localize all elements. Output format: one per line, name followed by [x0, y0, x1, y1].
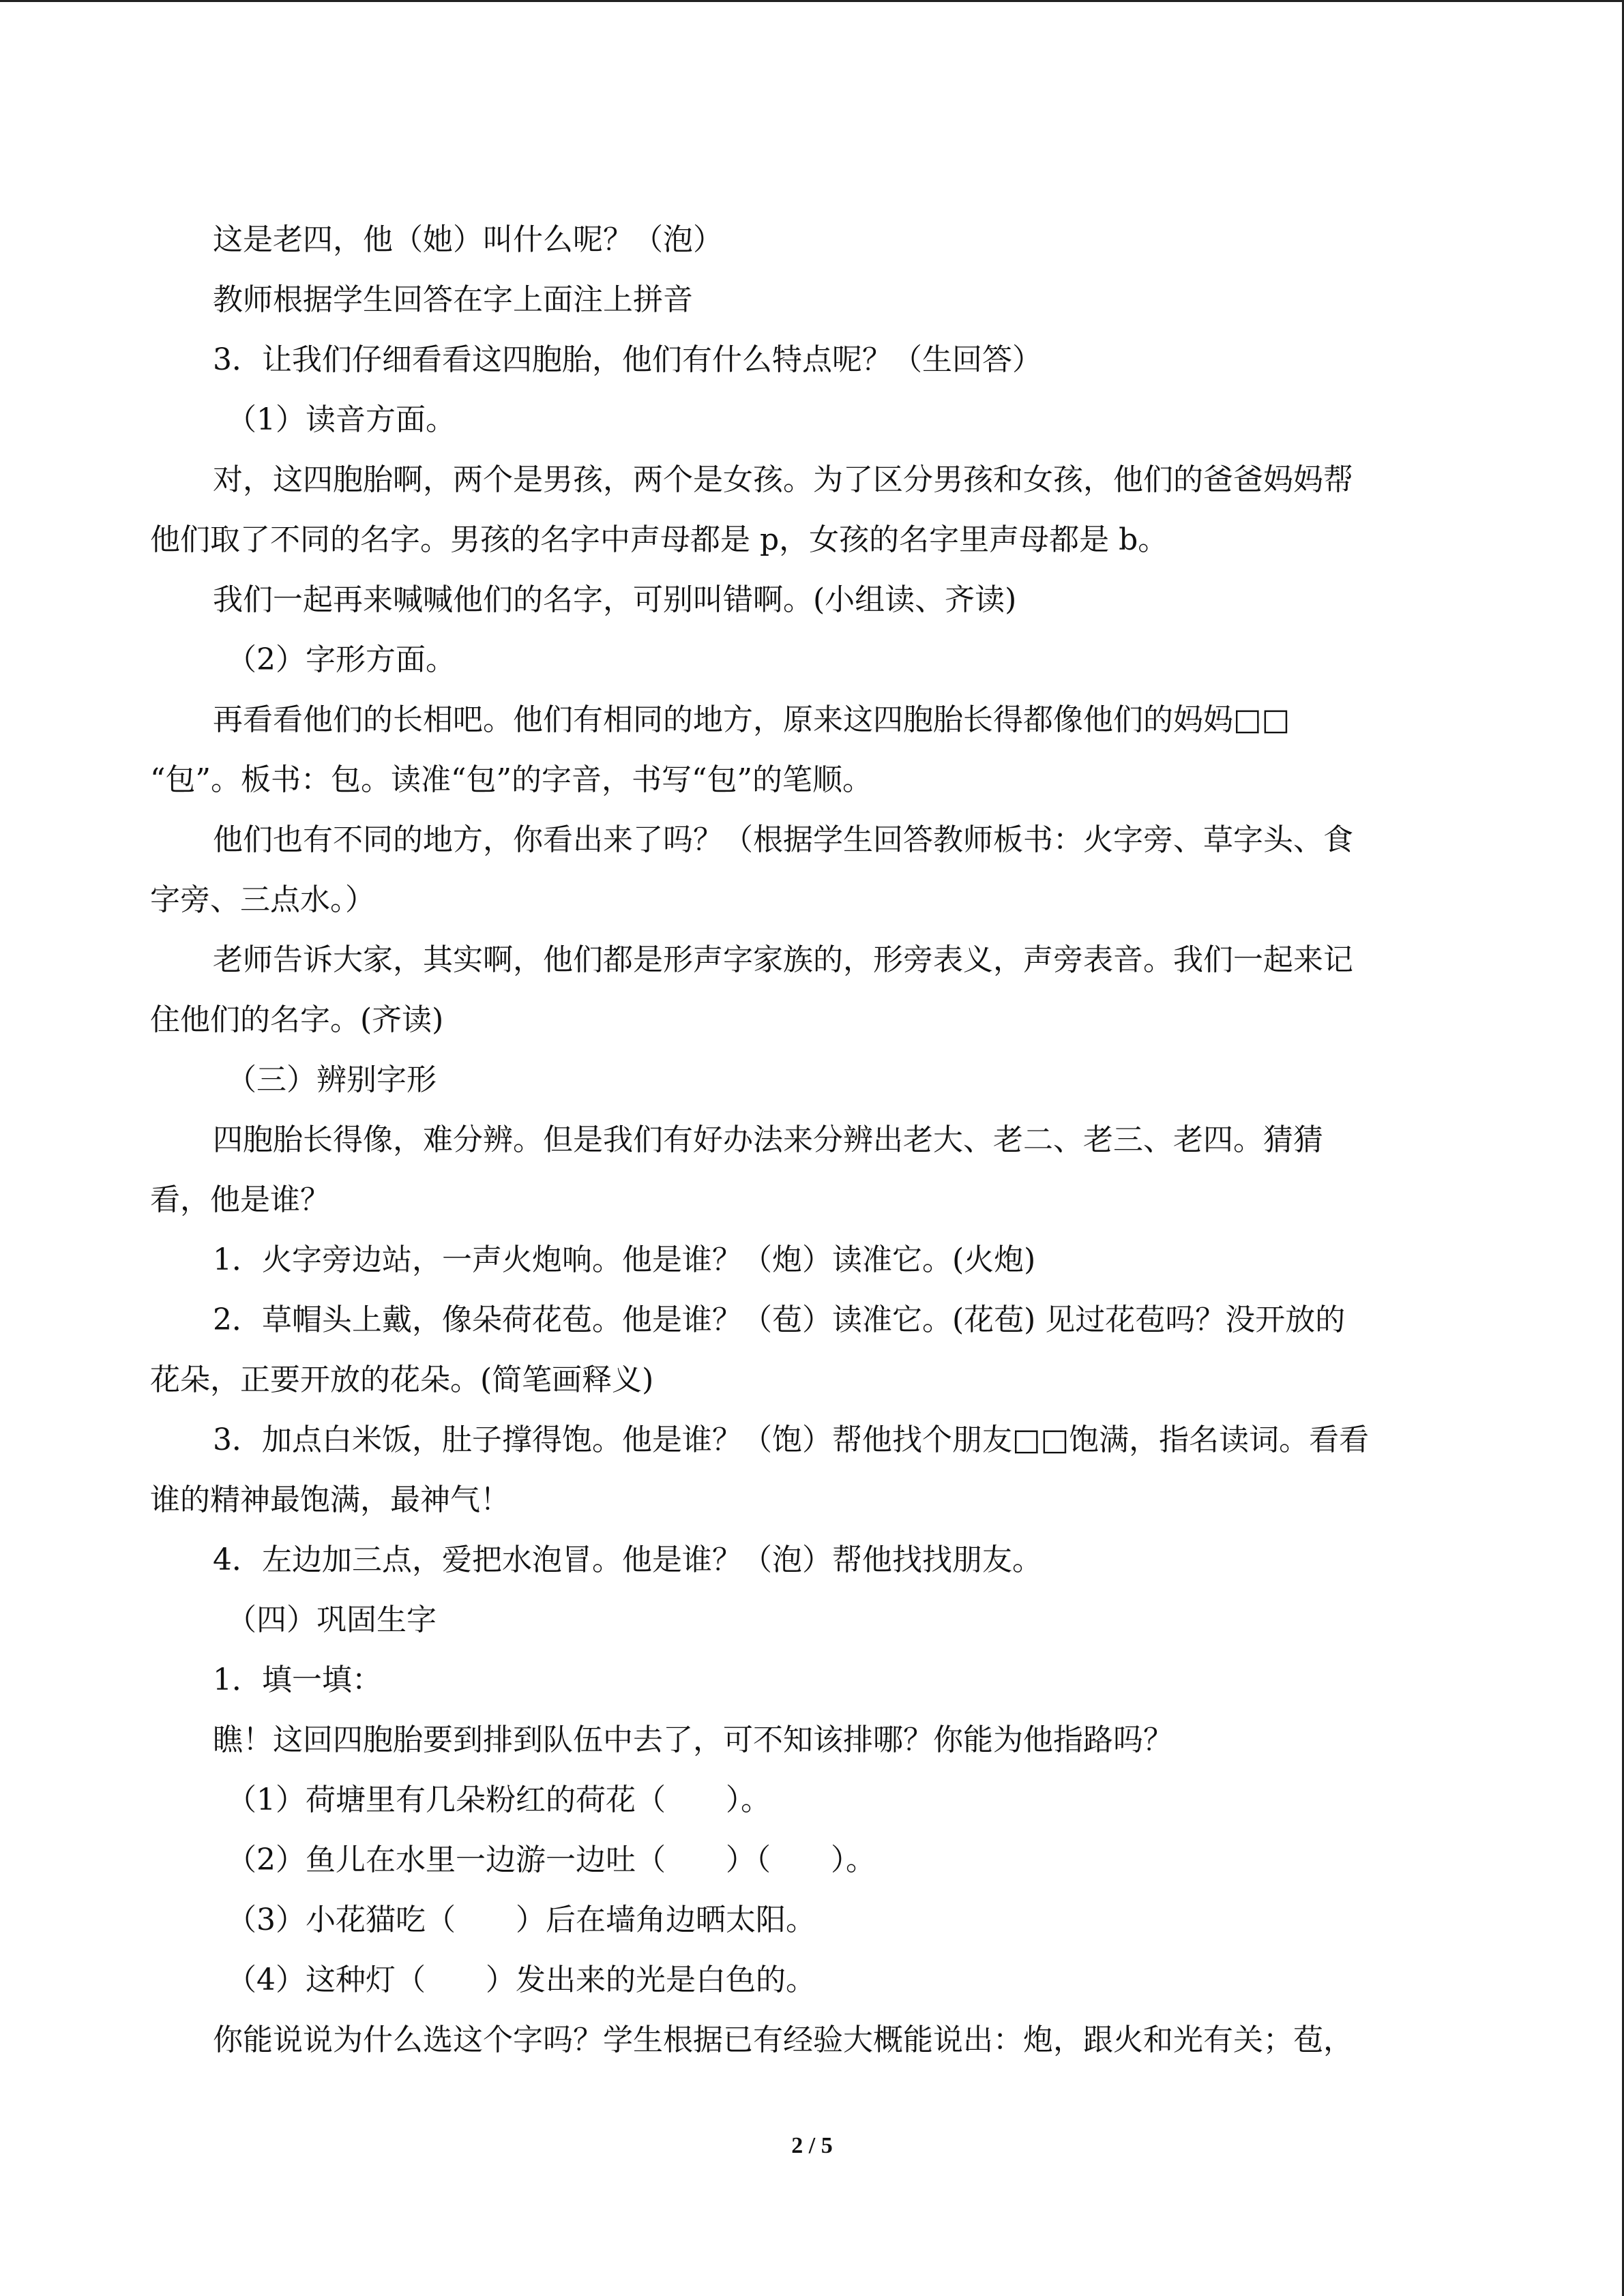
text-line-29: （3）小花猫吃（ ）后在墙角边晒太阳。: [226, 1903, 816, 1937]
section-heading-3: （三）辨别字形: [226, 1062, 437, 1097]
text-line-13: 老师告诉大家，其实啊，他们都是形声字家族的，形旁表义，声旁表音。我们一起来记: [213, 942, 1353, 977]
text-line-19: 2．草帽头上戴，像朵荷花苞。他是谁？（苞）读准它。(花苞) 见过花苞吗？没开放的: [213, 1302, 1346, 1337]
text-line-20: 花朵，正要开放的花朵。(简笔画释义): [150, 1362, 654, 1397]
text-line-1: 这是老四，他（她）叫什么呢？（泡）: [213, 222, 723, 257]
text-line-22: 谁的精神最饱满，最神气！: [150, 1482, 510, 1517]
text-line-31: 你能说说为什么选这个字吗？学生根据已有经验大概能说出：炮，跟火和光有关；苞，: [213, 2023, 1353, 2057]
text-line-8: （2）字形方面。: [226, 642, 456, 677]
text-line-26: 瞧！这回四胞胎要到排到队伍中去了，可不知该排哪？你能为他指路吗？: [213, 1723, 1173, 1757]
page-border-top: [0, 0, 1624, 2]
page-number: 2 / 5: [791, 2133, 833, 2158]
text-line-7: 我们一起再来喊喊他们的名字，可别叫错啊。(小组读、齐读): [213, 582, 1017, 617]
text-line-3: 3．让我们仔细看看这四胞胎，他们有什么特点呢？（生回答）: [213, 342, 1042, 377]
text-line-5: 对，这四胞胎啊，两个是男孩，两个是女孩。为了区分男孩和女孩，他们的爸爸妈妈帮: [213, 462, 1353, 497]
text-line-6: 他们取了不同的名字。男孩的名字中声母都是 p，女孩的名字里声母都是 b。: [150, 522, 1168, 557]
text-line-4: （1）读音方面。: [226, 402, 456, 437]
text-line-11: 他们也有不同的地方，你看出来了吗？（根据学生回答教师板书：火字旁、草字头、食: [213, 822, 1353, 857]
text-line-12: 字旁、三点水。）: [150, 882, 375, 917]
text-line-30: （4）这种灯（ ）发出来的光是白色的。: [226, 1963, 816, 1997]
text-line-28: （2）鱼儿在水里一边游一边吐（ ）（ ）。: [226, 1843, 876, 1877]
text-line-14: 住他们的名字。(齐读): [150, 1002, 444, 1037]
text-line-16: 四胞胎长得像，难分辨。但是我们有好办法来分辨出老大、老二、老三、老四。猜猜: [213, 1122, 1323, 1157]
text-line-2: 教师根据学生回答在字上面注上拼音: [213, 282, 693, 317]
document-body: [150, 210, 1480, 2070]
text-line-18: 1．火字旁边站，一声火炮响。他是谁？（炮）读准它。(火炮): [213, 1242, 1036, 1277]
text-line-17: 看，他是谁？: [150, 1182, 330, 1217]
text-line-27: （1）荷塘里有几朵粉红的荷花（ ）。: [226, 1783, 771, 1817]
text-line-23: 4．左边加三点，爱把水泡冒。他是谁？（泡）帮他找找朋友。: [213, 1542, 1042, 1577]
text-line-21: 3．加点白米饭，肚子撑得饱。他是谁？（饱）帮他找个朋友□□饱满，指名读词。看看: [213, 1422, 1370, 1457]
section-heading-4: （四）巩固生字: [226, 1602, 437, 1637]
text-line-25: 1．填一填：: [213, 1663, 382, 1697]
text-line-10: “包”。板书：包。读准“包”的字音，书写“包”的笔顺。: [150, 762, 872, 797]
text-line-9: 再看看他们的长相吧。他们有相同的地方，原来这四胞胎长得都像他们的妈妈□□: [213, 702, 1290, 737]
